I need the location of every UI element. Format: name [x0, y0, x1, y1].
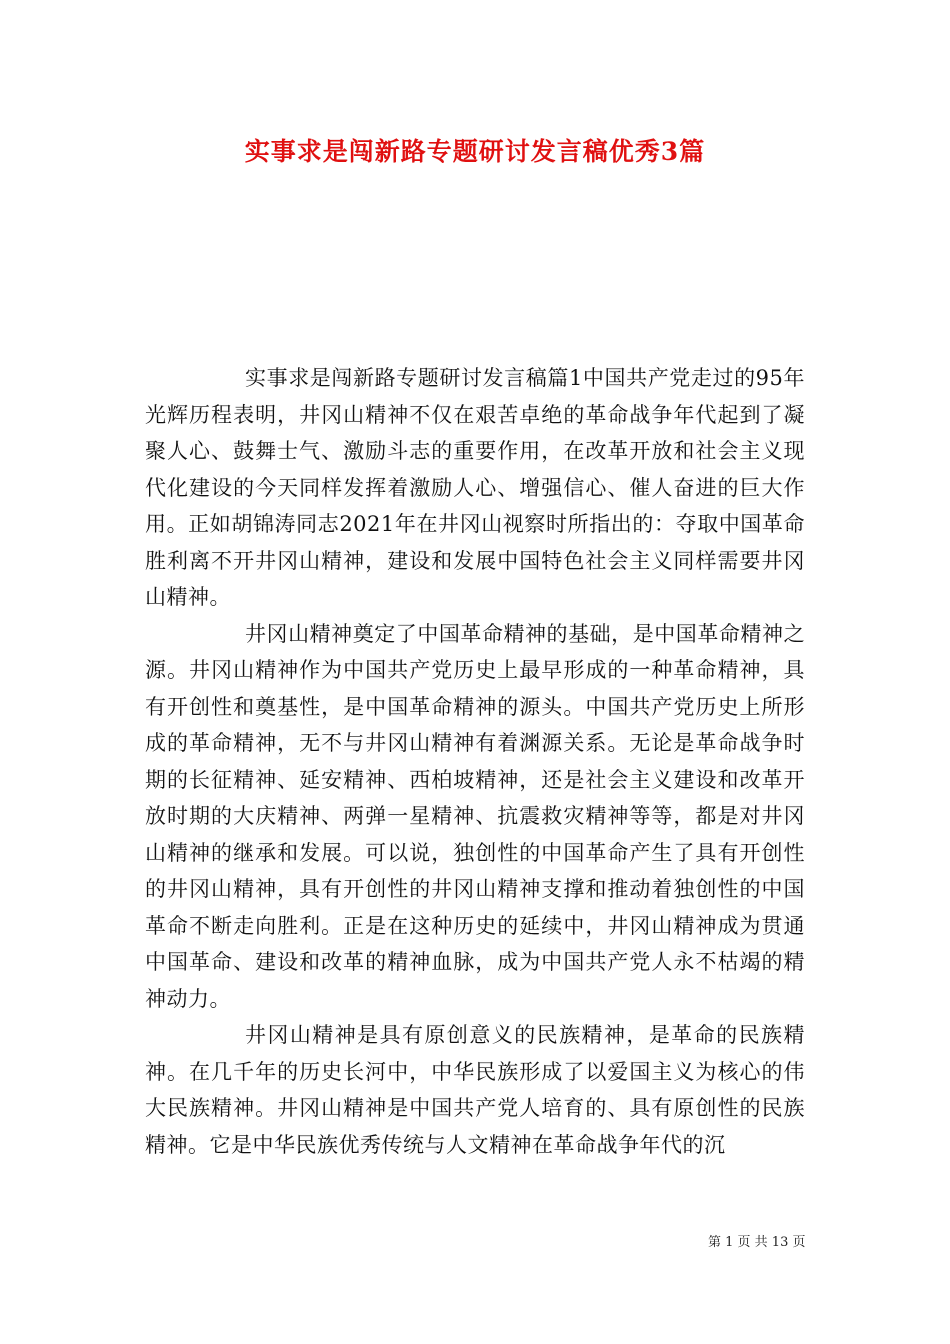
document-body: [145, 360, 805, 1163]
paragraph-3: 井冈山精神是具有原创意义的民族精神，是革命的民族精神。在几千年的历史长河中，中华民族形成了以爱国主义为核心的伟大民族精神。井冈山精神是中国共产党人培育的、具有原创性的民族精神。它是中华民族优秀传统与人文精神在革命战争年代的沉: [145, 1023, 805, 1157]
page-number-footer: 第 1 页 共 13 页: [708, 1235, 806, 1250]
document-title: 实事求是闯新路专题研讨发言稿优秀3篇: [244, 137, 706, 166]
paragraph-1: 实事求是闯新路专题研讨发言稿篇1中国共产党走过的95年光辉历程表明，井冈山精神不仅在艰苦卓绝的革命战争年代起到了凝聚人心、鼓舞士气、激励斗志的重要作用，在改革开放和社会主义现代化建设的今天同样发挥着激励人心、增强信心、催人奋进的巨大作用。正如胡锦涛同志2021年在井冈山视察时所指出的：夺取中国革命胜利离不开井冈山精神，建设和发展中国特色社会主义同样需要井冈山精神。: [145, 366, 805, 609]
paragraph-2: 井冈山精神奠定了中国革命精神的基础，是中国革命精神之源。井冈山精神作为中国共产党历史上最早形成的一种革命精神，具有开创性和奠基性，是中国革命精神的源头。中国共产党历史上所形成的革命精神，无不与井冈山精神有着渊源关系。无论是革命战争时期的长征精神、延安精神、西柏坡精神，还是社会主义建设和改革开放时期的大庆精神、两弹一星精神、抗震救灾精神等等，都是对井冈山精神的继承和发展。可以说，独创性的中国革命产生了具有开创性的井冈山精神，具有开创性的井冈山精神支撑和推动着独创性的中国革命不断走向胜利。正是在这种历史的延续中，井冈山精神成为贯通中国革命、建设和改革的精神血脉，成为中国共产党人永不枯竭的精神动力。: [145, 621, 805, 1011]
